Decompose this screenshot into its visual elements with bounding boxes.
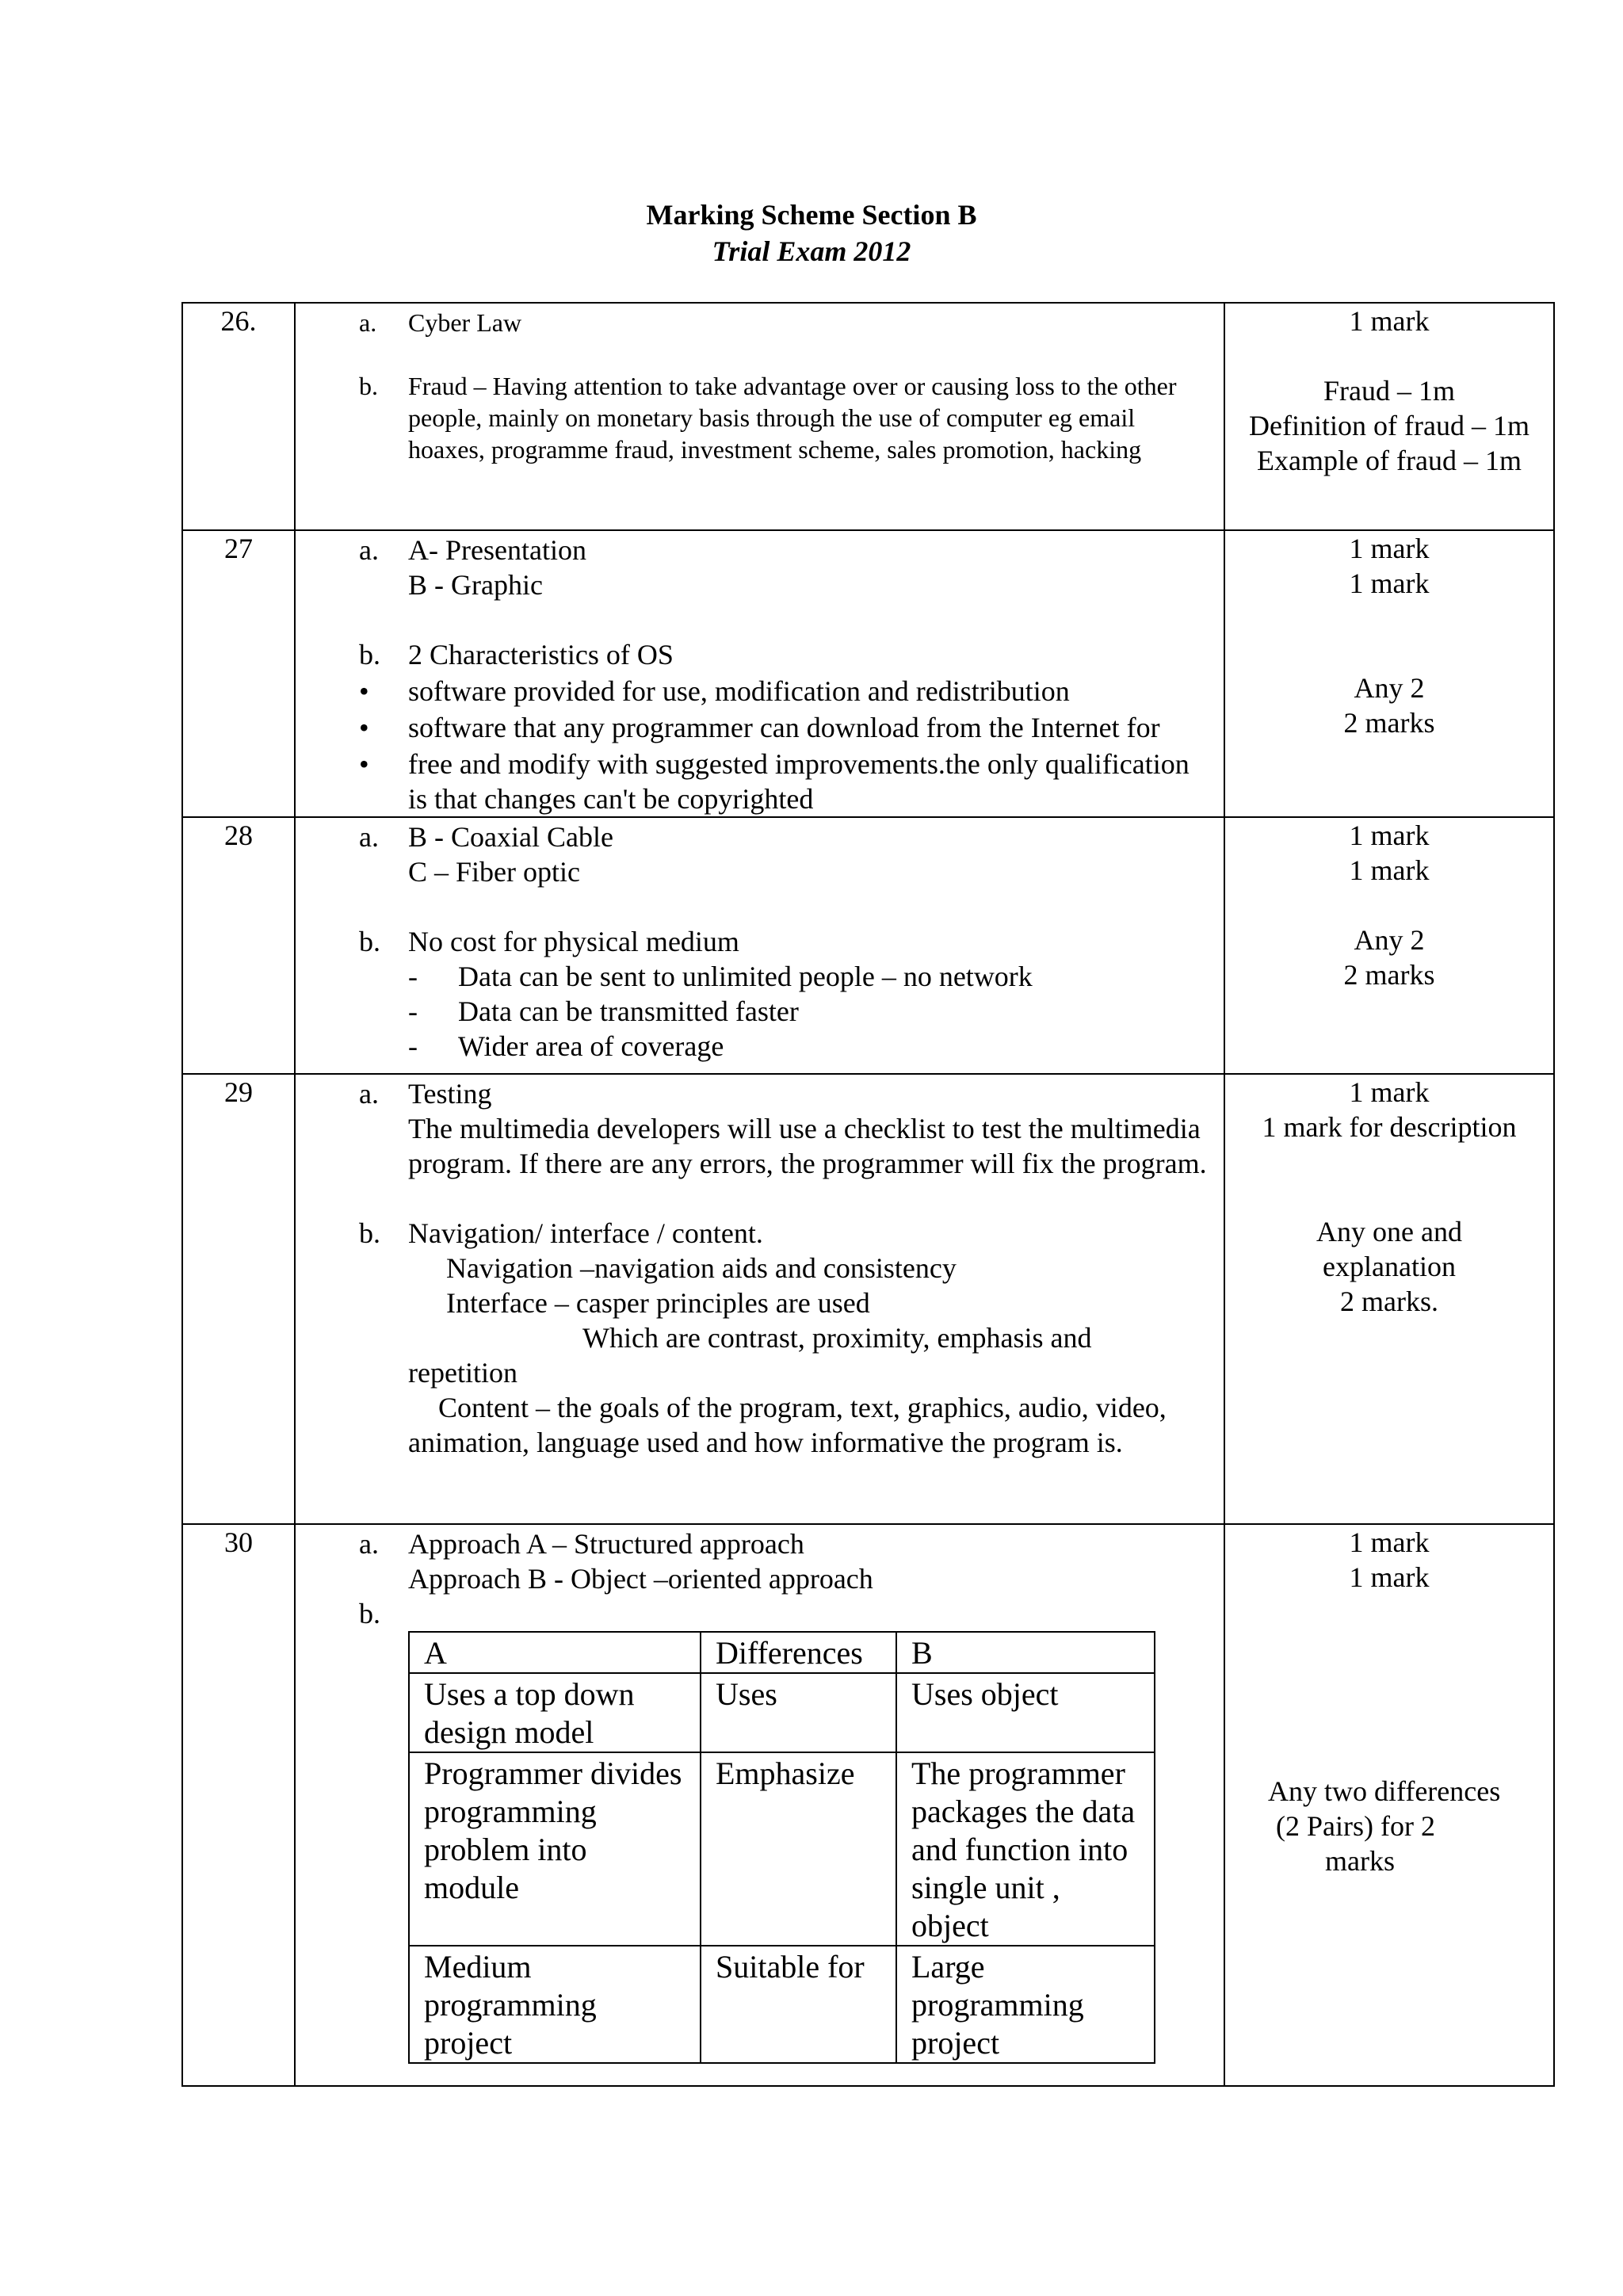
page-subtitle: Trial Exam 2012 [712,235,911,267]
mark-line: 1 mark [1349,854,1430,886]
mark-line: Any 2 [1354,672,1425,704]
mark-line: explanation [1323,1251,1456,1282]
answer-text: Interface – casper principles are used [446,1287,870,1319]
dash-icon: - [408,995,418,1027]
bullet-text: software provided for use, modification and redistribution [408,675,1070,707]
question-number: 29 [182,1074,295,1524]
answer-text: C – Fiber optic [408,856,580,888]
answer-text: Cyber Law [408,308,522,337]
answer-text: Which are contrast, proximity, emphasis and [582,1322,1092,1354]
marks-cell [1224,1524,1554,2086]
table-row [409,1752,1155,1946]
marks-cell [1224,303,1554,530]
part-label: b. [359,1217,380,1249]
question-row-26 [182,303,1554,530]
mark-line: Any two differences [1268,1775,1501,1807]
question-number: 27 [182,530,295,817]
bullet-icon: • [359,675,369,707]
table-header-row [409,1632,1155,1673]
mark-line: 1 mark [1349,567,1430,599]
page-title: Marking Scheme Section B [646,199,977,231]
answer-text: B - Coaxial Cable [408,821,613,853]
mark-line: 1 mark [1349,819,1430,851]
marks-cell [1224,530,1554,817]
part-label: b. [359,926,380,957]
answer-text: The multimedia developers will use a checklist to test the multimedia program. If there are any errors, the programmer will fix the program. [408,1113,1207,1179]
answer-cell [295,817,1224,1074]
answer-cell [295,1524,1224,2086]
answer-text: A- Presentation [408,534,586,566]
marks-cell [1224,817,1554,1074]
answer-text: Approach B - Object –oriented approach [408,1563,873,1595]
dash-text: Data can be sent to unlimited people – no network [458,961,1033,992]
answer-text: repetition [408,1357,517,1389]
part-label: a. [359,1078,379,1110]
part-label: a. [359,308,377,337]
answer-text: B - Graphic [408,569,543,601]
marks-cell [1224,1074,1554,1524]
mark-line: Any one and [1316,1216,1462,1247]
answer-text: Fraud – Having attention to take advantage over or causing loss to the other people, mainly on monetary basis through the use of computer eg email hoaxes, programme fraud, investment scheme, sales promotion, hacking [408,372,1177,464]
question-row-29 [182,1074,1554,1524]
mark-line: 1 mark [1349,305,1430,337]
table-row [409,1673,1155,1752]
answer-text: Approach A – Structured approach [408,1528,804,1560]
answer-title: Navigation/ interface / content. [408,1217,763,1249]
answer-text: Content – the goals of the program, text, graphics, audio, video, animation, language used and how informative the program is. [408,1392,1167,1458]
dash-text: Data can be transmitted faster [458,995,799,1027]
mark-line: Example of fraud – 1m [1257,445,1522,476]
table-cell: Emphasize [701,1752,896,1946]
mark-line: 2 marks [1343,959,1435,991]
table-cell: Medium programming project [409,1946,701,2063]
mark-line: 2 marks. [1340,1286,1438,1317]
marking-scheme-table [181,302,1555,2087]
answer-cell [295,1074,1224,1524]
question-row-27 [182,530,1554,817]
bullet-icon: • [359,712,369,743]
column-header: A [409,1632,701,1673]
answer-title: Testing [408,1078,492,1110]
page-header [0,197,1623,269]
dash-icon: - [408,1030,418,1062]
answer-text: Navigation –navigation aids and consistency [446,1252,957,1284]
mark-line: 1 mark [1349,1526,1430,1558]
mark-line: 1 mark [1349,1076,1430,1108]
question-number: 28 [182,817,295,1074]
table-cell: Uses a top down design model [409,1673,701,1752]
mark-line: 1 mark for description [1262,1111,1517,1143]
table-cell: Uses [701,1673,896,1752]
table-cell: Large programming project [896,1946,1155,2063]
mark-line: Fraud – 1m [1323,375,1455,407]
dash-text: Wider area of coverage [458,1030,724,1062]
question-row-28 [182,817,1554,1074]
bullet-text: free and modify with suggested improvements.the only qualification is that changes can't be copyrighted [408,748,1190,815]
mark-line: marks [1325,1845,1395,1877]
column-header: Differences [701,1632,896,1673]
answer-cell [295,303,1224,530]
answer-text: No cost for physical medium [408,926,739,957]
answer-text: 2 Characteristics of OS [408,639,674,670]
mark-line: Definition of fraud – 1m [1249,410,1529,441]
mark-line: (2 Pairs) for 2 [1276,1810,1435,1842]
part-label: b. [359,1598,380,1629]
table-cell: The programmer packages the data and function into single unit , object [896,1752,1155,1946]
mark-line: 1 mark [1349,1561,1430,1593]
column-header: B [896,1632,1155,1673]
table-cell: Uses object [896,1673,1155,1752]
mark-line: Any 2 [1354,924,1425,956]
part-label: a. [359,534,379,566]
table-cell: Programmer divides programming problem into module [409,1752,701,1946]
question-number: 30 [182,1524,295,2086]
part-label: b. [359,639,380,670]
mark-line: 1 mark [1349,533,1430,564]
question-number: 26. [182,303,295,530]
part-label: a. [359,821,379,853]
dash-icon: - [408,961,418,992]
question-row-30 [182,1524,1554,2086]
mark-line: 2 marks [1343,707,1435,739]
bullet-text: software that any programmer can download from the Internet for [408,712,1160,743]
answer-cell [295,530,1224,817]
part-label: a. [359,1528,379,1560]
bullet-icon: • [359,748,369,780]
table-cell: Suitable for [701,1946,896,2063]
part-label: b. [359,372,378,400]
table-row [409,1946,1155,2063]
differences-table [408,1631,1155,2064]
